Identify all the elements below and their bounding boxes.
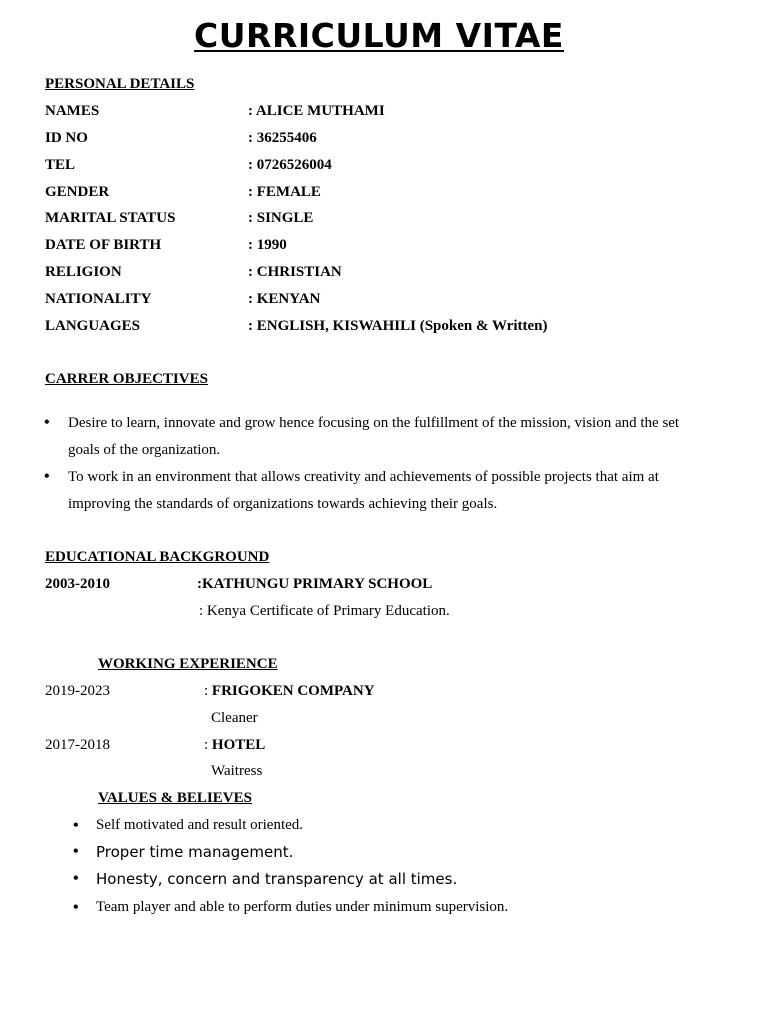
nationality-label: NATIONALITY	[45, 291, 152, 307]
work-role: Waitress	[211, 763, 263, 779]
religion-value: : CHRISTIAN	[248, 264, 342, 280]
work-colon: :	[204, 737, 212, 753]
gender-value: : FEMALE	[248, 184, 321, 200]
career-objectives-heading: CARRER OBJECTIVES	[45, 371, 208, 387]
objective-item: To work in an environment that allows creativity and achievements of possible projects that aim at improving the standards of organizations towards achieving their goals.	[68, 469, 659, 512]
bullet-icon: •	[44, 414, 50, 431]
names-label: NAMES	[45, 103, 100, 119]
id-value: : 36255406	[248, 130, 317, 146]
work-years: 2017-2018	[45, 737, 110, 753]
languages-label: LANGUAGES	[45, 318, 141, 334]
religion-label: RELIGION	[45, 264, 122, 280]
bullet-icon: •	[73, 899, 79, 916]
objective-item: Desire to learn, innovate and grow hence focusing on the fulfillment of the mission, vision and the set goals of the organization.	[68, 415, 680, 458]
work-experience-heading: WORKING EXPERIENCE	[98, 656, 278, 672]
bullet-icon: •	[44, 468, 50, 485]
date-of-birth-value: : 1990	[248, 237, 287, 253]
education-years: 2003-2010	[45, 576, 110, 592]
bullet-icon: •	[73, 870, 79, 887]
work-role: Cleaner	[211, 710, 258, 726]
work-entry	[204, 683, 375, 700]
work-years: 2019-2023	[45, 683, 110, 699]
work-company: FRIGOKEN COMPANY	[211, 683, 375, 699]
marital-status-label: MARITAL STATUS	[45, 210, 176, 226]
tel-label: TEL	[45, 157, 76, 173]
value-item: Self motivated and result oriented.	[96, 817, 304, 833]
id-label: ID NO	[45, 130, 88, 146]
languages-value: : ENGLISH, KISWAHILI (Spoken & Written)	[248, 318, 548, 334]
date-of-birth-label: DATE OF BIRTH	[45, 237, 162, 253]
names-value: : ALICE MUTHAMI	[248, 103, 385, 119]
nationality-value: : KENYAN	[248, 291, 321, 307]
bullet-icon: •	[73, 843, 79, 860]
gender-label: GENDER	[45, 184, 110, 200]
tel-value: : 0726526004	[248, 157, 332, 173]
education-heading: EDUCATIONAL BACKGROUND	[45, 549, 270, 565]
values-heading: VALUES & BELIEVES	[98, 790, 252, 806]
value-item: Honesty, concern and transparency at all times.	[96, 870, 458, 888]
value-item: Proper time management.	[96, 843, 294, 861]
value-item: Team player and able to perform duties under minimum supervision.	[96, 899, 509, 915]
education-school: :KATHUNGU PRIMARY SCHOOL	[197, 576, 433, 592]
document-title: CURRICULUM VITAE	[194, 16, 564, 55]
work-colon: :	[204, 683, 212, 699]
bullet-icon: •	[73, 817, 79, 834]
education-award: : Kenya Certificate of Primary Education.	[199, 603, 450, 619]
work-company: HOTEL	[211, 737, 266, 753]
work-entry	[204, 737, 265, 754]
personal-details-heading: PERSONAL DETAILS	[45, 76, 195, 92]
marital-status-value: : SINGLE	[248, 210, 314, 226]
